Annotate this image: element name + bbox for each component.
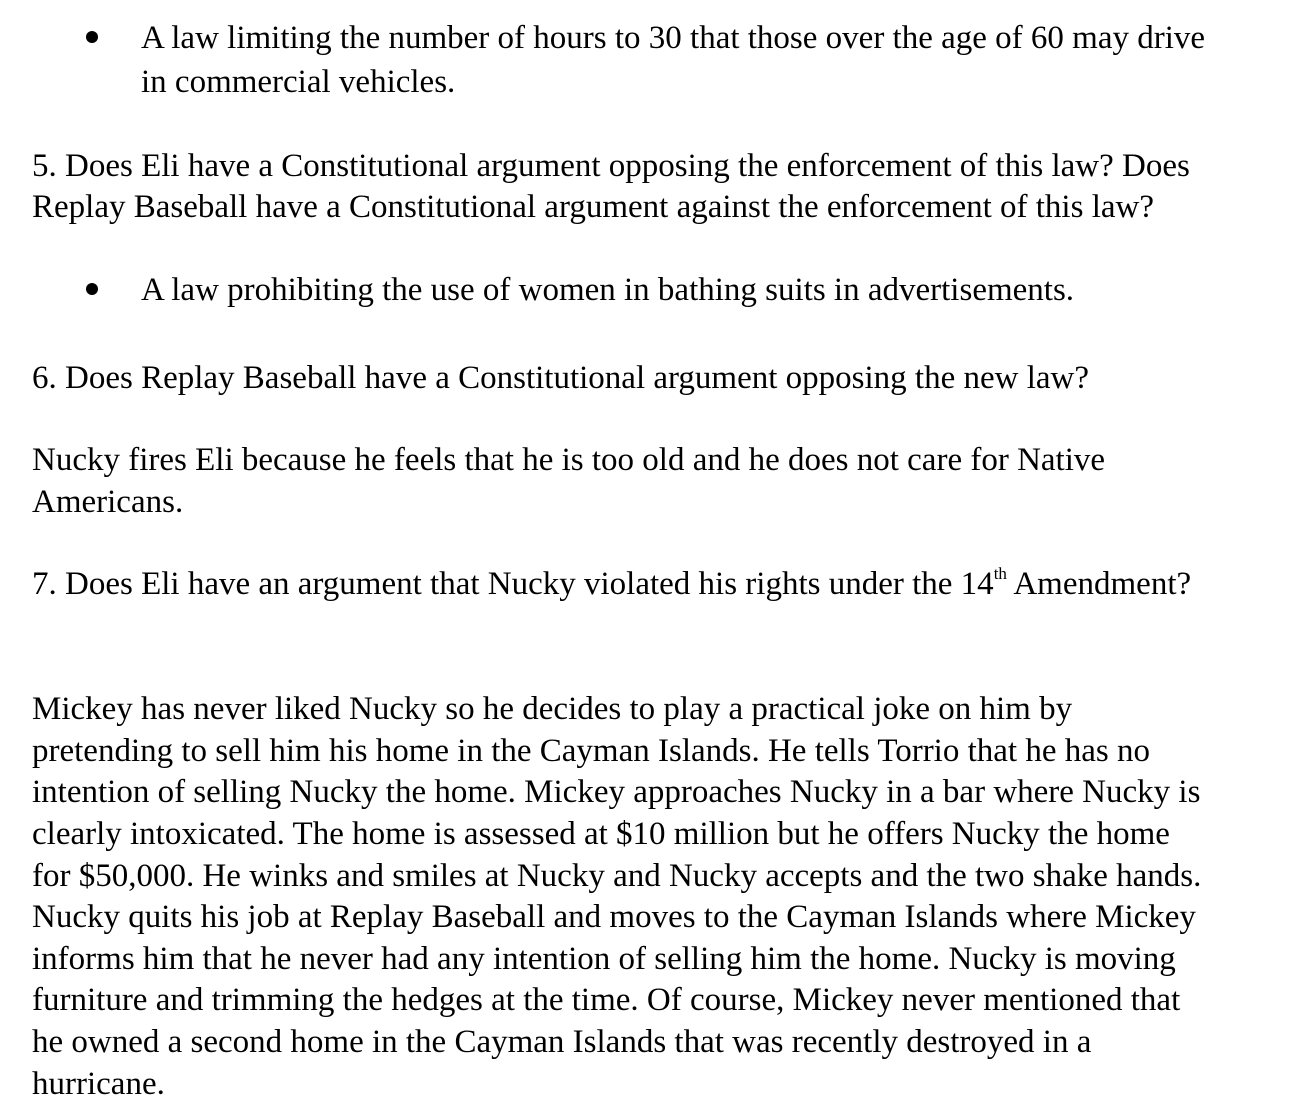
paragraph-line: Mickey has never liked Nucky so he decides to play a practical joke on him by [32,691,1073,727]
superscript-ordinal: th [993,564,1007,583]
paragraph-line: he owned a second home in the Cayman Islands that was recently destroyed in a [32,1024,1092,1060]
paragraph-line: for $50,000. He winks and smiles at Nucky and Nucky accepts and the two shake hands. [32,858,1202,894]
paragraph-line: Americans. [32,484,184,520]
paragraph-line: Nucky fires Eli because he feels that he is too old and he does not care for Native [32,442,1106,478]
bullet-icon [86,31,98,43]
bullet-icon [86,283,98,295]
question-6: 6. Does Replay Baseball have a Constitutional argument opposing the new law? [32,360,1089,396]
question-7-text-end: Amendment? [1006,566,1192,602]
paragraph-line: pretending to sell him his home in the Cayman Islands. He tells Torrio that he has no [32,733,1150,769]
paragraph-line: informs him that he never had any intention of selling him the home. Nucky is moving [32,941,1176,977]
question-text-line: 5. Does Eli have a Constitutional argument opposing the enforcement of this law? Does [32,148,1190,184]
paragraph-line: furniture and trimming the hedges at the time. Of course, Mickey never mentioned that [32,982,1181,1018]
question-7-text: 7. Does Eli have an argument that Nucky violated his rights under the 14 [32,566,994,602]
bullet-text-line: in commercial vehicles. [141,64,456,100]
paragraph-line: Nucky quits his job at Replay Baseball and moves to the Cayman Islands where Mickey [32,899,1196,935]
paragraph-line: intention of selling Nucky the home. Mickey approaches Nucky in a bar where Nucky is [32,774,1201,810]
bullet-text-line: A law prohibiting the use of women in bathing suits in advertisements. [141,272,1075,308]
question-text-line: Replay Baseball have a Constitutional argument against the enforcement of this law? [32,189,1154,225]
paragraph-line: clearly intoxicated. The home is assessed at $10 million but he offers Nucky the home [32,816,1170,852]
paragraph-line: hurricane. [32,1066,165,1102]
bullet-text-line: A law limiting the number of hours to 30 that those over the age of 60 may drive [141,20,1206,56]
question-7 [32,564,1192,602]
